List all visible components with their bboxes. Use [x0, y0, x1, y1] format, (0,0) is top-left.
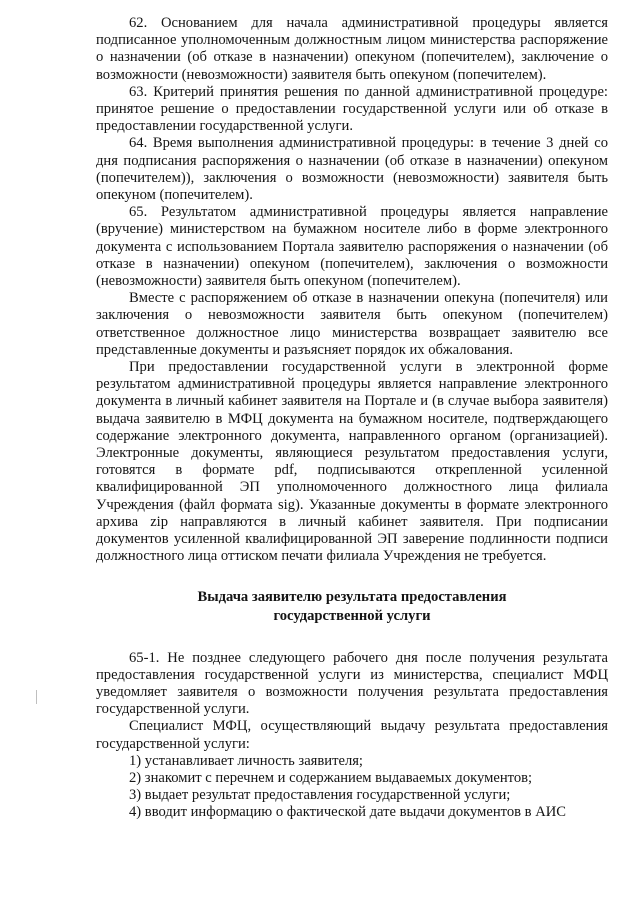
list-item: 3) выдает результат предоставления государственной услуги;: [129, 787, 511, 804]
paragraph-electronic-form: При предоставлении государственной услуги в электронной форме результатом административной процедуры является направление электронного документа в личный кабинет заявителя на Портале и (в случае выбора заявителя) выдача заявителю в МФЦ документа на бумажном носителе, подтверждающего содержание электронного документа, направленного органом (организацией). Электронные документы, являющиеся результатом предоставления услуги, готовятся в формате pdf, подписываются открепленной усиленной квалифицированной ЭП уполномоченного должностного лица филиала Учреждения (файл формата sig). Указанные документы в формате электронного архива zip направляются в личный кабинет заявителя. При подписании документов усиленной квалифицированной ЭП заверение подлинности подписи должностного лица оттиском печати филиала Учреждения не требуется.: [96, 359, 608, 565]
list-item: 4) вводит информацию о фактической дате выдачи документов в АИС: [129, 804, 567, 821]
list-item: 2) знакомит с перечнем и содержанием выдаваемых документов;: [129, 769, 533, 786]
paragraph-62: 62. Основанием для начала административной процедуры является подписанное уполномоченным должностным лицом министерства распоряжение о назначении (об отказе в назначении) опекуном (попечителем), заключение о возможности (невозможности) заявителя быть опекуном (попечителем).: [96, 15, 608, 83]
list-item: 1) устанавливает личность заявителя;: [129, 752, 363, 769]
section-heading: [96, 588, 608, 626]
paragraph-mfc-specialist: Специалист МФЦ, осуществляющий выдачу результата предоставления государственной услуги:: [96, 718, 608, 752]
margin-mark: [36, 690, 37, 704]
document-body: [96, 15, 608, 822]
paragraph-63: 63. Критерий принятия решения по данной административной процедуре: принятое решение о предоставлении государственной услуги или об отказе в предоставлении государственной услуги.: [96, 83, 608, 135]
section-heading-line-2: государственной услуги: [273, 607, 431, 624]
paragraph-65-1: 65-1. Не позднее следующего рабочего дня после получения результата предоставления государственной услуги из министерства, специалист МФЦ уведомляет заявителя о возможности получения результата предоставления государственной услуги.: [96, 649, 608, 718]
section-heading-line-1: Выдача заявителю результата предоставления: [197, 588, 507, 605]
paragraph-65: 65. Результатом административной процедуры является направление (вручение) министерством на бумажном носителе либо в форме электронного документа с использованием Портала заявителю распоряжения о назначении (об отказе в назначении) опекуном (попечителем), заключения о возможности (невозможности) заявителя быть опекуном (попечителем).: [96, 204, 608, 290]
paragraph-refusal-return: Вместе с распоряжением об отказе в назначении опекуна (попечителя) или заключения о невозможности заявителя быть опекуном (попечителем) ответственное должностное лицо министерства возвращает заявителю все представленные документы и разъясняет порядок их обжалования.: [96, 290, 608, 358]
paragraph-64: 64. Время выполнения административной процедуры: в течение 3 дней со дня подписания распоряжения о назначении (об отказе в назначении) опекуном (попечителем)), заключения о возможности (невозможности) заявителя быть опекуном (попечителем).: [96, 135, 608, 204]
